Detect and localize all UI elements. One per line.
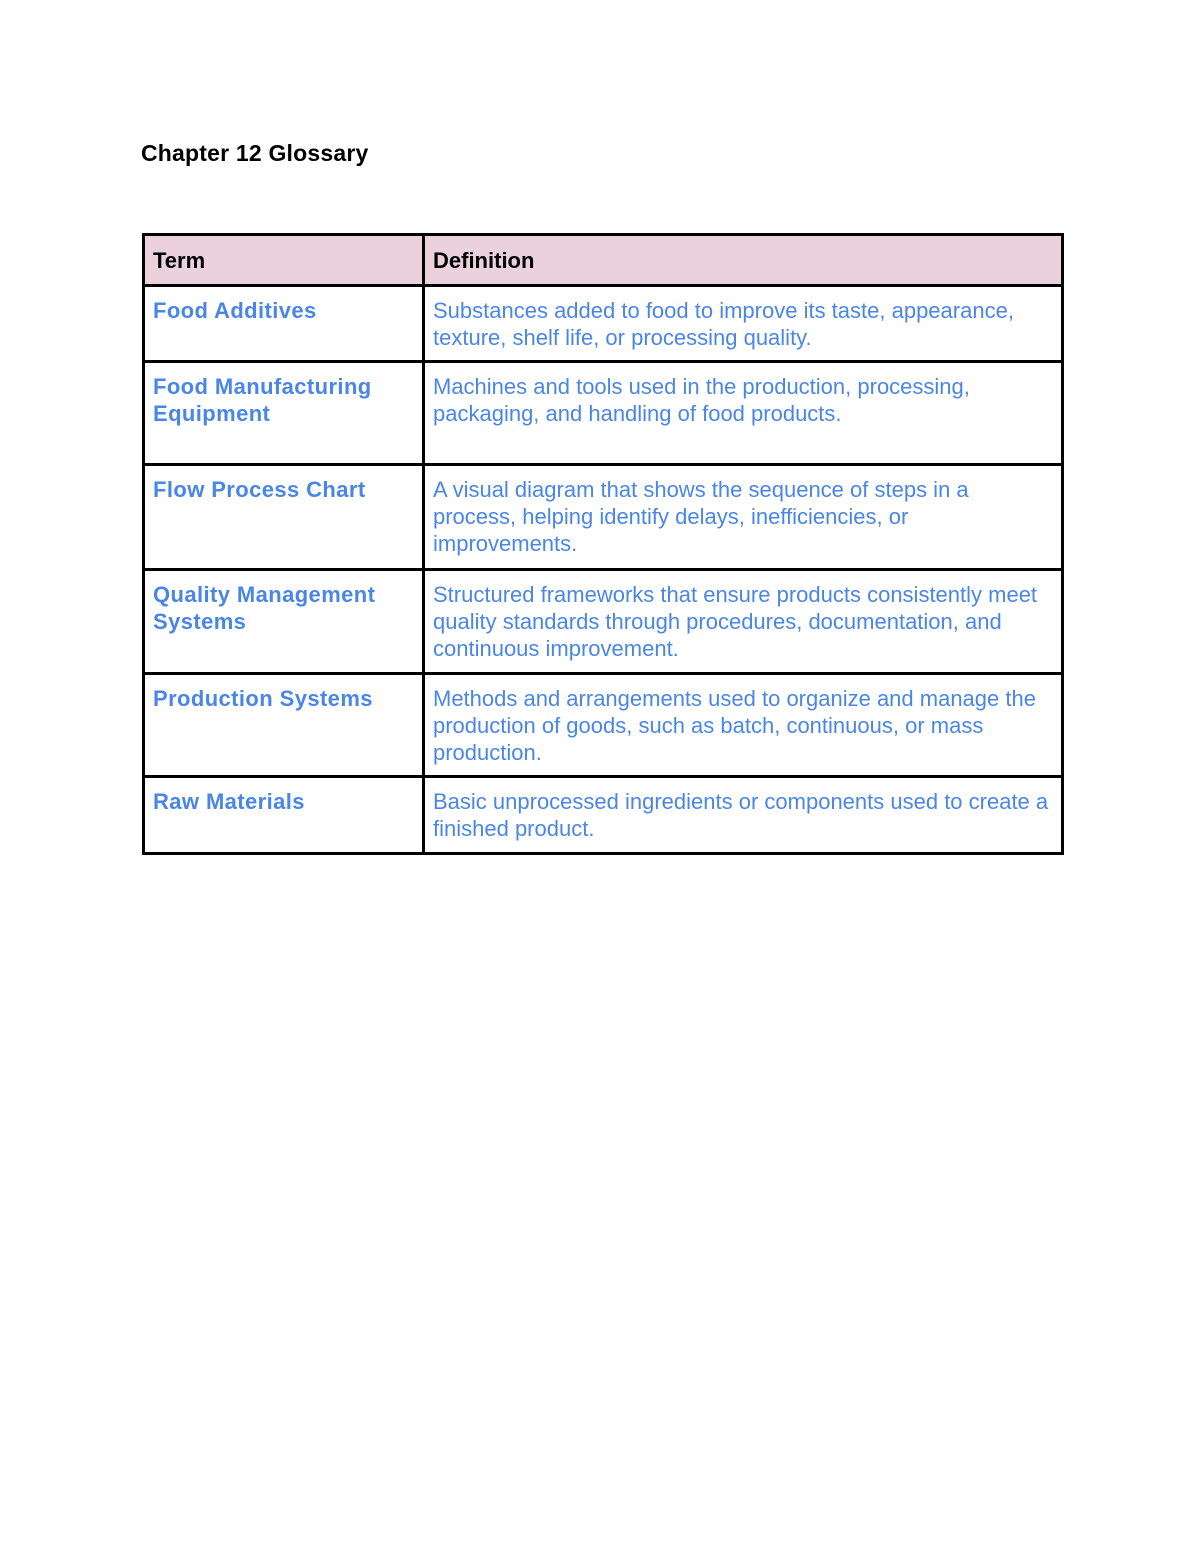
table-row [144, 777, 1063, 854]
page-title: Chapter 12 Glossary [141, 140, 369, 166]
term-cell: Raw Materials [144, 777, 424, 854]
table-row [144, 286, 1063, 362]
definition-cell: A visual diagram that shows the sequence of steps in a process, helping identify delays, inefficiencies, or improvements. [424, 465, 1063, 570]
definition-cell: Methods and arrangements used to organize and manage the production of goods, such as batch, continuous, or mass production. [424, 674, 1063, 777]
definition-cell: Substances added to food to improve its taste, appearance, texture, shelf life, or processing quality. [424, 286, 1063, 362]
table-row [144, 362, 1063, 465]
table-row [144, 674, 1063, 777]
header-definition: Definition [424, 235, 1063, 286]
term-cell: Quality Management Systems [144, 570, 424, 674]
definition-cell: Basic unprocessed ingredients or components used to create a finished product. [424, 777, 1063, 854]
term-cell: Production Systems [144, 674, 424, 777]
term-cell: Flow Process Chart [144, 465, 424, 570]
definition-cell: Structured frameworks that ensure products consistently meet quality standards through procedures, documentation, and continuous improvement. [424, 570, 1063, 674]
header-term: Term [144, 235, 424, 286]
table-header-row [144, 235, 1063, 286]
term-cell: Food Manufacturing Equipment [144, 362, 424, 465]
definition-cell: Machines and tools used in the production, processing, packaging, and handling of food products. [424, 362, 1063, 465]
table-row [144, 570, 1063, 674]
term-cell: Food Additives [144, 286, 424, 362]
table-row [144, 465, 1063, 570]
glossary-table [142, 233, 1064, 855]
